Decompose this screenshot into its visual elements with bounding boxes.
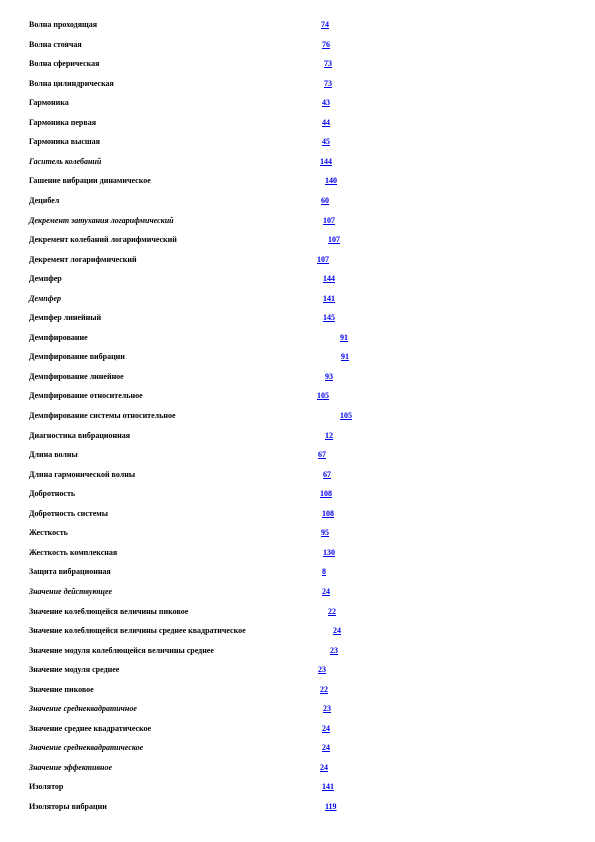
index-term: Значение действующее xyxy=(29,586,113,596)
page-link[interactable]: 107 xyxy=(323,215,335,225)
index-term: Демпфер линейный xyxy=(29,313,102,323)
index-term: Гармоника первая xyxy=(29,117,97,127)
index-term: Децибел xyxy=(29,195,60,205)
index-term: Защита вибрационная xyxy=(29,567,111,577)
index-term: Гашение вибрации динамическое xyxy=(29,176,151,186)
page-link[interactable]: 93 xyxy=(325,371,333,381)
index-term: Добротность xyxy=(29,489,76,499)
page-link[interactable]: 108 xyxy=(322,508,334,518)
index-term: Демпфер xyxy=(29,274,62,284)
page-link[interactable]: 73 xyxy=(324,78,332,88)
page-link[interactable]: 22 xyxy=(320,684,328,694)
index-entry xyxy=(0,624,595,638)
index-term: Значение среднеквадратическое xyxy=(29,743,144,753)
page-link[interactable]: 67 xyxy=(318,450,326,460)
page-link[interactable]: 67 xyxy=(323,469,331,479)
page-link[interactable]: 91 xyxy=(340,332,348,342)
index-entry xyxy=(0,761,595,775)
index-term: Жесткость xyxy=(29,528,68,538)
page-link[interactable]: 12 xyxy=(325,430,333,440)
index-entry xyxy=(0,194,595,208)
index-term: Значение среднеквадратичное xyxy=(29,704,137,714)
index-entry xyxy=(0,331,595,345)
index-term: Декремент затухания логарифмический xyxy=(29,215,174,225)
index-entry xyxy=(0,292,595,306)
index-entry xyxy=(0,702,595,716)
index-entry xyxy=(0,38,595,52)
index-entry xyxy=(0,272,595,286)
page-link[interactable]: 24 xyxy=(322,723,330,733)
index-term: Гармоника xyxy=(29,98,69,108)
page-link[interactable]: 91 xyxy=(341,352,349,362)
page-link[interactable]: 107 xyxy=(328,235,340,245)
index-term: Декремент колебаний логарифмический xyxy=(29,235,177,245)
index-entry xyxy=(0,135,595,149)
index-term: Демпфирование относительное xyxy=(29,391,143,401)
index-term: Значение колеблющейся величины среднее квадратическое xyxy=(29,626,246,636)
index-entry xyxy=(0,155,595,169)
index-entry xyxy=(0,174,595,188)
index-term: Значение колеблющейся величины пиковое xyxy=(29,606,189,616)
page-link[interactable]: 144 xyxy=(323,274,335,284)
index-entry xyxy=(0,605,595,619)
index-entry xyxy=(0,683,595,697)
page-link[interactable]: 45 xyxy=(322,137,330,147)
index-entry xyxy=(0,644,595,658)
page-link[interactable]: 23 xyxy=(330,645,338,655)
index-entry xyxy=(0,253,595,267)
index-term: Демпфирование вибрации xyxy=(29,352,125,362)
index-term: Длина гармонической волны xyxy=(29,469,136,479)
index-term: Волна стоячая xyxy=(29,39,82,49)
index-term: Изоляторы вибрации xyxy=(29,802,107,811)
page-link[interactable]: 22 xyxy=(328,606,336,616)
index-entry xyxy=(0,77,595,91)
page-link[interactable]: 23 xyxy=(323,704,331,714)
page-link[interactable]: 24 xyxy=(322,586,330,596)
page-link[interactable]: 141 xyxy=(323,293,335,303)
page-link[interactable]: 130 xyxy=(323,547,335,557)
index-entry xyxy=(0,546,595,560)
page-link[interactable]: 76 xyxy=(322,39,330,49)
index-term: Длина волны xyxy=(29,450,78,460)
index-entry xyxy=(0,116,595,130)
page-link[interactable]: 24 xyxy=(322,743,330,753)
index-entry xyxy=(0,409,595,423)
index-entry xyxy=(0,429,595,443)
index-entry xyxy=(0,565,595,579)
page-link[interactable]: 43 xyxy=(322,98,330,108)
index-entry xyxy=(0,389,595,403)
page-link[interactable]: 24 xyxy=(333,626,341,636)
page-link[interactable]: 141 xyxy=(322,782,334,792)
index-entry xyxy=(0,800,595,814)
index-entry xyxy=(0,722,595,736)
index-entry xyxy=(0,57,595,71)
page-link[interactable]: 74 xyxy=(321,20,329,29)
index-entry xyxy=(0,585,595,599)
index-entry xyxy=(0,468,595,482)
index-entry xyxy=(0,780,595,794)
page-link[interactable]: 23 xyxy=(318,665,326,675)
page-link[interactable]: 73 xyxy=(324,59,332,69)
page-link[interactable]: 108 xyxy=(320,489,332,499)
index-entry xyxy=(0,741,595,755)
index-term: Гармоника высшая xyxy=(29,137,100,147)
index-entry xyxy=(0,526,595,540)
index-entry xyxy=(0,233,595,247)
index-entry xyxy=(0,214,595,228)
page-link[interactable]: 144 xyxy=(320,156,332,166)
index-entry xyxy=(0,507,595,521)
index-entry xyxy=(0,350,595,364)
index-term: Значение эффективное xyxy=(29,762,113,772)
index-entry xyxy=(0,18,595,32)
index-entry xyxy=(0,487,595,501)
page-link[interactable]: 24 xyxy=(320,762,328,772)
index-term: Значение модуля среднее xyxy=(29,665,120,675)
page-link[interactable]: 44 xyxy=(322,117,330,127)
page-link[interactable]: 119 xyxy=(325,802,337,811)
page-link[interactable]: 140 xyxy=(325,176,337,186)
index-entry xyxy=(0,311,595,325)
page-link[interactable]: 107 xyxy=(317,254,329,264)
index-term: Значение пиковое xyxy=(29,684,94,694)
index-term: Демпфер xyxy=(29,293,62,303)
index-term: Добротность системы xyxy=(29,508,108,518)
index-entry xyxy=(0,663,595,677)
index-entry xyxy=(0,448,595,462)
index-term: Жесткость комплексная xyxy=(29,547,118,557)
page-link[interactable]: 60 xyxy=(321,195,329,205)
index-term: Волна проходящая xyxy=(29,20,98,29)
index-term: Изолятор xyxy=(29,782,64,792)
index-term: Демпфирование линейное xyxy=(29,371,124,381)
index-term: Волна цилиндрическая xyxy=(29,78,114,88)
index-entry xyxy=(0,96,595,110)
index-term: Демпфирование xyxy=(29,332,88,342)
page-link[interactable]: 105 xyxy=(340,411,352,420)
page-link[interactable]: 8 xyxy=(322,567,326,577)
page-link[interactable]: 105 xyxy=(317,391,329,401)
index-term: Значение модуля колеблющейся величины среднее xyxy=(29,645,214,655)
page-link[interactable]: 95 xyxy=(321,528,329,538)
index-term: Демпфирование системы относительное xyxy=(29,411,176,420)
index-term: Декремент логарифмический xyxy=(29,254,137,264)
index-term: Значение среднее квадратическое xyxy=(29,723,152,733)
index-term: Диагностика вибрационная xyxy=(29,430,131,440)
page-link[interactable]: 145 xyxy=(323,313,335,323)
index-term: Волна сферическая xyxy=(29,59,100,69)
index-term: Гаситель колебаний xyxy=(29,156,102,166)
index-entry xyxy=(0,370,595,384)
